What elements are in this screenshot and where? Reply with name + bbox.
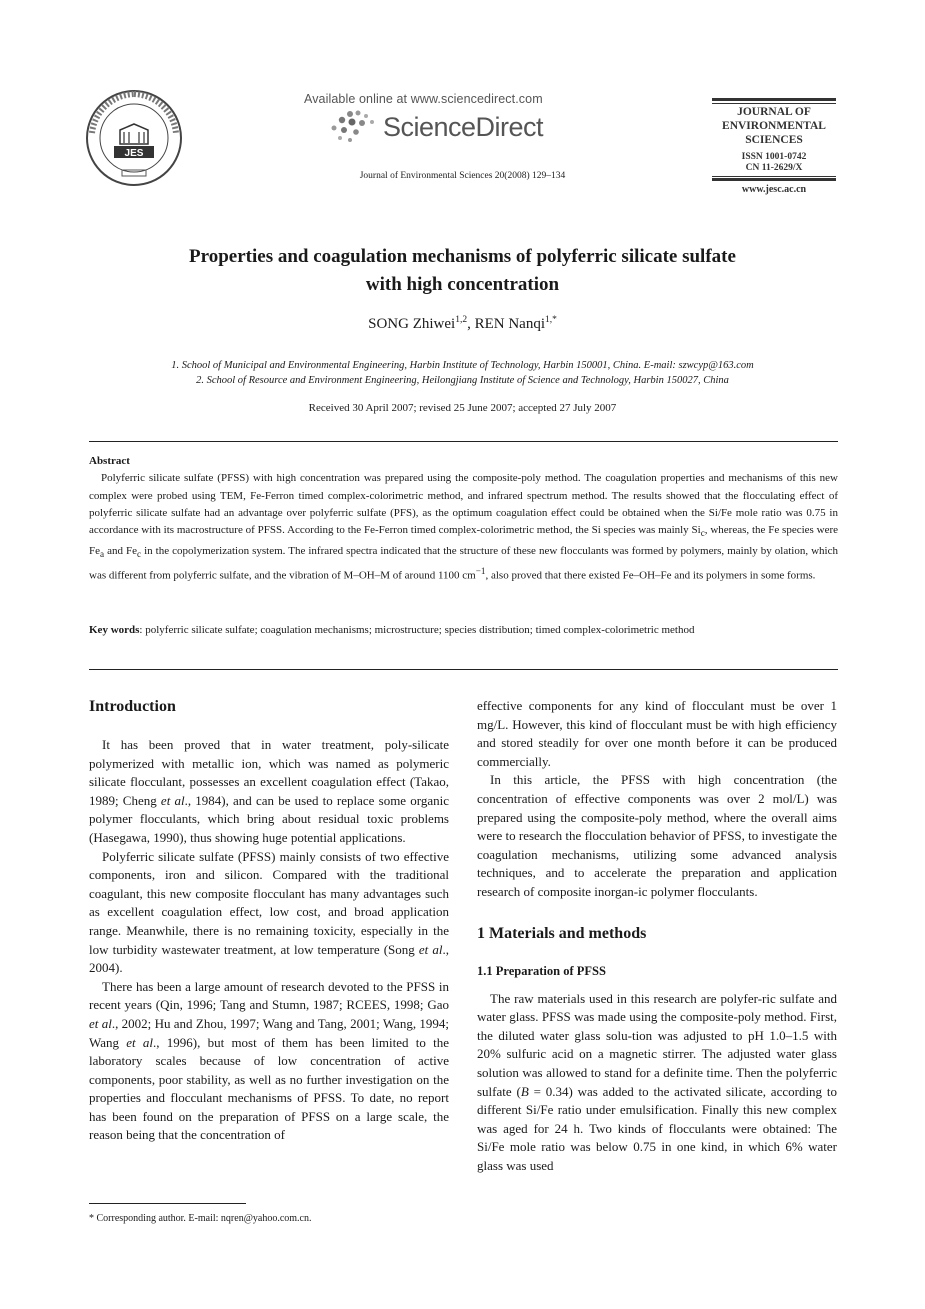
introduction-heading: Introduction bbox=[89, 698, 176, 715]
abstract-heading: Abstract bbox=[89, 455, 130, 467]
author-2-affil: 1,* bbox=[545, 315, 557, 325]
box-mid-rule bbox=[712, 176, 836, 177]
author-separator: , bbox=[467, 316, 475, 332]
left-column bbox=[89, 697, 449, 1145]
corresponding-author-footnote: * Corresponding author. E-mail: nqren@yahoo.com.cn. bbox=[89, 1213, 312, 1224]
sciencedirect-logo bbox=[328, 108, 548, 148]
sciencedirect-wordmark: ScienceDirect bbox=[383, 112, 544, 142]
affiliation-1: 1. School of Municipal and Environmental Engineering, Harbin Institute of Technology, Harbin 150001, China. E-mail: szwcyp@163.com bbox=[171, 360, 754, 371]
keywords-text: : polyferric silicate sulfate; coagulation mechanisms; microstructure; species distribution; timed complex-colorimetric method bbox=[139, 624, 695, 636]
journal-name-line3: SCIENCES bbox=[745, 134, 803, 146]
keywords bbox=[89, 622, 838, 639]
journal-cn: CN 11-2629/X bbox=[745, 163, 803, 173]
intro-paragraph-1: It has been proved that in water treatment, poly-silicate polymerized with metallic ion, which was named as polymeric silicate flocculant, possesses an excellent coagulation effect (Takao, 1989; Cheng et al., 1984), and can be used to replace some organic polymer flocculants, which bring about residual toxic problems (Hasegawa, 1990), thus showing huge potential applications. bbox=[89, 737, 449, 845]
received-dates: Received 30 April 2007; revised 25 June 2007; accepted 27 July 2007 bbox=[308, 402, 617, 414]
intro-paragraph-3-continued: effective components for any kind of flocculant must be over 1 mg/L. However, this kind of flocculant must be with high efficiency and stored steadily for over one month before it can be produced commercially. bbox=[477, 698, 837, 769]
box-top-rule bbox=[712, 98, 836, 101]
journal-info-box bbox=[712, 98, 836, 195]
materials-methods-heading: 1 Materials and methods bbox=[477, 924, 647, 942]
keywords-label: Key words bbox=[89, 624, 140, 636]
abstract-bottom-rule bbox=[89, 669, 838, 670]
intro-paragraph-4: In this article, the PFSS with high concentration (the concentration of effective components was over 2 mol/L) was prepared using the composite-poly method, where the overall aims were to research the flocculation behavior of PFSS, to investigate the coagulation mechanisms, utilizing some advanced analysis techniques, and to accelerate the preparation and application research of composite inorgan-ic polymer flocculants. bbox=[477, 772, 837, 899]
methods-paragraph-1: The raw materials used in this research are polyfer-ric sulfate and water glass. PFSS was made using the composite-poly method. First, the diluted water glass solu-tion was adjusted to pH 1.0–1.5 with 20% sulfuric acid on a magnetic stirrer. The adjusted water glass solution was allowed to stand for a definite time. Then the polyferric sulfate (B = 0.34) was added to the activated silicate, according to different Si/Fe ratio under emulsification. Finally this new complex was aged for 24 h. Two kinds of flocculants were obtained: The Si/Fe mole ratio was below 0.75 in one kind, in which 6% water glass was used bbox=[477, 990, 837, 1173]
preparation-subheading: 1.1 Preparation of PFSS bbox=[477, 963, 606, 978]
abstract-text: Polyferric silicate sulfate (PFSS) with high concentration was prepared using the composite-poly method. The coagulation properties and mechanisms of this new complex were probed using TEM, Fe-Ferron timed complex-colorimetric method, and infrared spectrum method. The results showed that the flocculating effect of polyferric silicate sulfate had an advantage over polyferric sulfate (PFS), as the optimum coagulation effect could be obtained when the Si/Fe mole ratio was 0.75 in accordance with its macrostructure of PFSS. According to the Fe-Ferron timed complex-colorimetric method, the Si species was mainly $Si_c$, whereas, the Fe species were $Fe_a$ and $Fe_c$ in the copolymerization system. The infrared spectra indicated that the structure of these new flocculants was formed by polymers, mainly by olation, which was different from polyferric sulfate, and the vibration of M–OH–M of around 1100 $cm^{-1}$, also proved that there existed Fe–OH–Fe and its polymers in some forms. bbox=[89, 472, 838, 582]
intro-paragraph-2: Polyferric silicate sulfate (PFSS) mainly consists of two effective components, iron and silicon. Compared with the traditional coagulant, this new composite flocculant has many advantages such as excellent coagulation effect, low cost, and broad application range. Meanwhile, there is no remaining toxicity, especially in the low turbidity wastewater treatment, at low temperature (Song et al., 2004). bbox=[89, 848, 449, 976]
paper-title bbox=[0, 243, 925, 299]
journal-citation: Journal of Environmental Sciences 20(2008) 129–134 bbox=[359, 171, 566, 181]
affiliations bbox=[0, 358, 925, 388]
affiliation-2: 2. School of Resource and Environment Engineering, Heilongjiang Institute of Science and Technology, Harbin 150027, China bbox=[196, 375, 729, 386]
intro-paragraph-3: There has been a large amount of research devoted to the PFSS in recent years (Qin, 1996; Tang and Stumn, 1987; RCEES, 1998; Gao et al., 2002; Hu and Zhou, 1997; Wang and Tang, 2001; Wang, 1994; Wang et al., 1996), but most of them has been limited to the laboratory scales because of low concentration of active components, poor stability, as well as no further investigation on the properties and flocculant mechanisms of PFSS. To date, no report has been found on the preparation of PFSS on a large scale, the reason being that the concentration of bbox=[89, 978, 450, 1143]
journal-name-line2: ENVIRONMENTAL bbox=[722, 120, 826, 132]
journal-name-line1: JOURNAL OF bbox=[737, 106, 811, 118]
title-line-2: with high concentration bbox=[365, 274, 560, 295]
box-top-thin-rule bbox=[712, 103, 836, 104]
author-2-name: REN Nanqi bbox=[474, 316, 545, 332]
footnote-rule bbox=[89, 1203, 246, 1204]
author-1-affil: 1,2 bbox=[455, 315, 468, 325]
author-1-name: SONG Zhiwei bbox=[368, 316, 456, 332]
box-mid-thick-rule bbox=[712, 178, 836, 181]
right-column bbox=[477, 697, 837, 1175]
available-online-text: Available online at www.sciencedirect.com bbox=[304, 92, 543, 106]
author-list bbox=[0, 315, 925, 333]
jes-logo-text: JES bbox=[124, 148, 144, 159]
journal-website: www.jesc.ac.cn bbox=[741, 184, 807, 195]
title-line-1: Properties and coagulation mechanisms of polyferric silicate sulfate bbox=[189, 246, 736, 267]
abstract-section bbox=[89, 453, 838, 585]
sciencedirect-dots-icon bbox=[328, 108, 380, 144]
journal-issn: ISSN 1001-0742 bbox=[741, 152, 807, 162]
abstract-top-rule bbox=[89, 441, 838, 442]
